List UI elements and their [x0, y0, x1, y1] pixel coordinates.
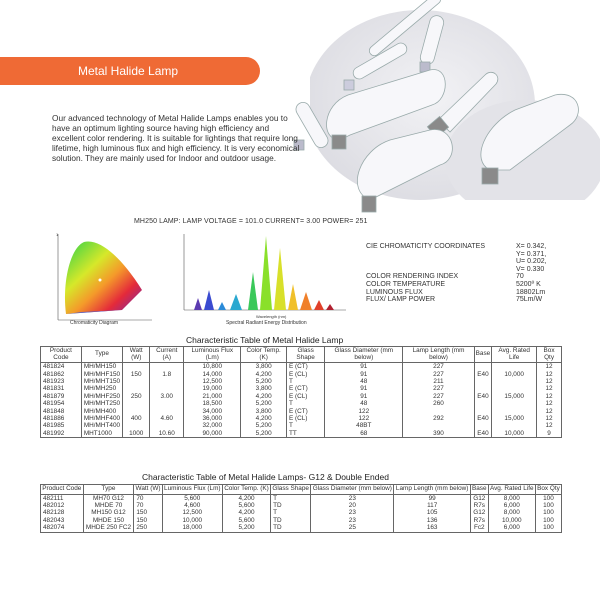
glass-diameter-cell: 20: [311, 502, 394, 509]
table2-header-cell: Watt (W): [134, 485, 162, 495]
product-code-cell: 481992: [41, 430, 82, 438]
rated-life-cell: 10,000: [492, 430, 537, 438]
watt-cell: 150: [134, 509, 162, 516]
base-cell: E40: [474, 385, 492, 407]
rated-life-cell: 15,000: [492, 408, 537, 430]
base-cell: G12: [470, 509, 488, 516]
table-row: [41, 385, 562, 392]
product-code-cell: 482043: [41, 517, 84, 524]
table-row: [41, 517, 562, 524]
flux-cell: 5,600: [162, 494, 222, 502]
color-temp-cell: 5,200: [241, 430, 287, 438]
lamp-properties: [366, 243, 598, 304]
glass-shape-cell: E (CT): [286, 363, 324, 371]
spd-peaks: [194, 236, 334, 310]
g12-double-ended-table: [40, 484, 562, 533]
table-row: [41, 524, 562, 532]
property-row: [366, 281, 598, 289]
box-qty-cell: 100: [535, 494, 561, 502]
color-temp-cell: 5,200: [241, 400, 287, 407]
glass-shape-cell: TD: [271, 517, 311, 524]
table2-header-cell: Product Code: [41, 485, 84, 495]
color-temp-cell: 5,200: [241, 422, 287, 429]
table-row: [41, 408, 562, 415]
color-temp-cell: 3,800: [241, 363, 287, 371]
g12-lamp-top: [419, 14, 445, 72]
table1-header-cell: Current (A): [150, 347, 184, 363]
type-cell: MH/MHF400: [81, 415, 122, 422]
product-code-cell: 481824: [41, 363, 82, 371]
glass-shape-cell: TD: [271, 502, 311, 509]
property-value: V= 0.330: [516, 265, 545, 273]
table1-header-cell: Product Code: [41, 347, 82, 363]
box-qty-cell: 12: [537, 385, 562, 392]
rated-life-cell: 8,000: [488, 509, 535, 516]
property-value: 18802Lm: [516, 288, 546, 296]
current-cell: 4.60: [150, 408, 184, 430]
flux-cell: 4,600: [162, 502, 222, 509]
rated-life-cell: 8,000: [488, 494, 535, 502]
lamp-length-cell: 292: [403, 408, 474, 430]
product-code-cell: 482074: [41, 524, 84, 532]
lamp-illustrations: [280, 0, 600, 215]
glass-shape-cell: T: [286, 422, 324, 429]
lamp-length-cell: 260: [403, 400, 474, 407]
table-row: [41, 430, 562, 438]
flux-cell: 34,000: [184, 408, 241, 415]
color-temp-cell: 4,200: [222, 509, 270, 516]
box-qty-cell: 100: [535, 517, 561, 524]
table1-header-cell: Color Temp. (K): [241, 347, 287, 363]
color-temp-cell: 4,200: [241, 415, 287, 422]
table-row: [41, 502, 562, 509]
glass-diameter-cell: 91: [325, 385, 403, 392]
lamp-length-cell: 227: [403, 371, 474, 378]
product-code-cell: 482128: [41, 509, 84, 516]
color-temp-cell: 5,600: [222, 502, 270, 509]
spectral-energy-chart: [164, 228, 350, 328]
box-qty-cell: 100: [535, 502, 561, 509]
glass-shape-cell: E (CL): [286, 415, 324, 422]
table1-header-cell: Watt (W): [123, 347, 150, 363]
property-value: U= 0.202,: [516, 258, 547, 266]
table2-header-cell: Glass Shape: [271, 485, 311, 495]
property-label: [366, 258, 516, 266]
glass-shape-cell: E (CT): [286, 385, 324, 392]
glass-shape-cell: T: [286, 378, 324, 385]
product-code-cell: 481831: [41, 385, 82, 392]
table1-title: Characteristic Table of Metal Halide Lamp: [186, 335, 344, 345]
flux-cell: 14,000: [184, 371, 241, 378]
flux-cell: 32,000: [184, 422, 241, 429]
table1-header-cell: Avg. Rated Life: [492, 347, 537, 363]
watt-cell: 150: [123, 363, 150, 386]
watt-cell: 250: [134, 524, 162, 532]
glass-diameter-cell: 48: [325, 400, 403, 407]
color-temp-cell: 5,200: [222, 524, 270, 532]
lamp-length-cell: 117: [394, 502, 470, 509]
product-code-cell: 482012: [41, 502, 84, 509]
lamp-length-cell: 390: [403, 430, 474, 438]
box-qty-cell: 12: [537, 393, 562, 400]
glass-shape-cell: T: [271, 509, 311, 516]
property-value: Y= 0.371,: [516, 250, 547, 258]
box-qty-cell: 100: [535, 509, 561, 516]
box-qty-cell: 12: [537, 422, 562, 429]
box-qty-cell: 12: [537, 371, 562, 378]
lamp-length-cell: 227: [403, 385, 474, 392]
table-row: [41, 494, 562, 502]
color-temp-cell: 4,200: [241, 371, 287, 378]
type-cell: MHDE 250 FC2: [83, 524, 134, 532]
current-cell: 3.00: [150, 385, 184, 407]
box-qty-cell: 12: [537, 400, 562, 407]
rated-life-cell: 6,000: [488, 524, 535, 532]
flux-cell: 36,000: [184, 415, 241, 422]
table-row: [41, 363, 562, 371]
glass-shape-cell: T: [271, 494, 311, 502]
base-cell: R7s: [470, 502, 488, 509]
box-qty-cell: 12: [537, 408, 562, 415]
watt-cell: 70: [134, 494, 162, 502]
glass-shape-cell: E (CL): [286, 393, 324, 400]
type-cell: MH/MHT400: [81, 422, 122, 429]
watt-cell: 400: [123, 408, 150, 430]
table2-header-cell: Box Qty: [535, 485, 561, 495]
glass-shape-cell: TT: [286, 430, 324, 438]
property-label: COLOR RENDERING INDEX: [366, 273, 459, 281]
table1-header-cell: Base: [474, 347, 492, 363]
rated-life-cell: 10,000: [492, 363, 537, 386]
type-cell: MH150 G12: [83, 509, 134, 516]
glass-diameter-cell: 91: [325, 371, 403, 378]
lamp-length-cell: 136: [394, 517, 470, 524]
base-cell: E40: [474, 408, 492, 430]
glass-diameter-cell: 122: [325, 415, 403, 422]
glass-diameter-cell: 48BT: [325, 422, 403, 429]
table2-header-cell: Glass Diameter (mm below): [311, 485, 394, 495]
flux-cell: 21,000: [184, 393, 241, 400]
property-label: [366, 251, 516, 259]
table2-header-cell: Type: [83, 485, 134, 495]
property-row: [366, 273, 598, 281]
glass-diameter-cell: 25: [311, 524, 394, 532]
watt-cell: 1000: [123, 430, 150, 438]
flux-cell: 12,500: [162, 509, 222, 516]
flux-cell: 18,000: [162, 524, 222, 532]
type-cell: MHDE 150: [83, 517, 134, 524]
type-cell: MHDE 70: [83, 502, 134, 509]
spd-xlabel: Wavelength (nm): [256, 314, 287, 319]
table2-header-cell: Luminous Flux (Lm): [162, 485, 222, 495]
table1-header-cell: Glass Shape: [286, 347, 324, 363]
property-label: CIE CHROMATICITY COORDINATES: [366, 243, 486, 250]
intro-paragraph: Our advanced technology of Metal Halide Lamps enables you to have an optimum lighting source having high efficiency and excellent color rendering. It is suitable for lightings that require long lifetime, high luminous flux and high efficiency. It is very economical solution. They are mainly used for Indoor and outdoor usage.: [52, 113, 300, 164]
product-code-cell: 481985: [41, 422, 82, 429]
flux-cell: 12,500: [184, 378, 241, 385]
color-temp-cell: 4,200: [222, 494, 270, 502]
flux-cell: 18,500: [184, 400, 241, 407]
spd-caption: Spectral Radiant Energy Distribution: [226, 320, 307, 326]
property-row: [366, 251, 598, 259]
table2-header-cell: Color Temp. (K): [222, 485, 270, 495]
glass-diameter-cell: 91: [325, 363, 403, 371]
product-code-cell: 481848: [41, 408, 82, 415]
color-temp-cell: 3,800: [241, 408, 287, 415]
lamp-length-cell: 105: [394, 509, 470, 516]
base-cell: E40: [474, 363, 492, 386]
lamp-length-cell: 163: [394, 524, 470, 532]
type-cell: MH/MH400: [81, 408, 122, 415]
property-row: [366, 243, 598, 251]
cie-caption: Chromaticity Diagram: [70, 320, 119, 326]
cie-chromaticity-diagram: [52, 228, 164, 328]
lamp-length-cell: 99: [394, 494, 470, 502]
rated-life-cell: 6,000: [488, 502, 535, 509]
property-value: 75Lm/W: [516, 296, 543, 304]
table1-header-cell: Lamp Length (mm below): [403, 347, 474, 363]
table1-header-cell: Luminous Flux (Lm): [184, 347, 241, 363]
color-temp-cell: 4,200: [241, 393, 287, 400]
glass-diameter-cell: 23: [311, 517, 394, 524]
property-label: COLOR TEMPERATURE: [366, 280, 446, 288]
product-code-cell: 481954: [41, 400, 82, 407]
lamp-length-cell: 211: [403, 378, 474, 385]
property-value: 70: [516, 273, 524, 281]
base-cell: G12: [470, 494, 488, 502]
svg-text:1: 1: [56, 232, 59, 237]
flux-cell: 10,800: [184, 363, 241, 371]
table1-header-cell: Glass Diameter (mm below): [325, 347, 403, 363]
type-cell: MH70 G12: [83, 494, 134, 502]
product-code-cell: 481879: [41, 393, 82, 400]
property-label: [366, 266, 516, 274]
table-row: [41, 509, 562, 516]
lamp-length-cell: 227: [403, 363, 474, 371]
property-value: 5200º K: [516, 280, 541, 288]
type-cell: MHT1000: [81, 430, 122, 438]
table2-header-cell: Base: [470, 485, 488, 495]
property-row: [366, 296, 598, 304]
current-cell: 1.8: [150, 363, 184, 386]
table1-header-cell: Type: [81, 347, 122, 363]
type-cell: MH/MHT150: [81, 378, 122, 385]
watt-cell: 150: [134, 517, 162, 524]
glass-shape-cell: E (CL): [286, 371, 324, 378]
color-temp-cell: 5,200: [241, 378, 287, 385]
box-qty-cell: 9: [537, 430, 562, 438]
type-cell: MH/MH250: [81, 385, 122, 392]
current-cell: 10.60: [150, 430, 184, 438]
flux-cell: 19,000: [184, 385, 241, 392]
property-row: [366, 289, 598, 297]
glass-diameter-cell: 91: [325, 393, 403, 400]
glass-shape-cell: E (CT): [286, 408, 324, 415]
property-label: FLUX/ LAMP POWER: [366, 296, 436, 304]
glass-diameter-cell: 68: [325, 430, 403, 438]
page-title-banner: [0, 57, 260, 85]
metal-halide-table: [40, 346, 562, 438]
spec-header: MH250 LAMP: LAMP VOLTAGE = 101.0 CURRENT= 3.00 POWER= 251: [134, 218, 368, 225]
type-cell: MH/MHF150: [81, 371, 122, 378]
product-code-cell: 482111: [41, 494, 84, 502]
product-code-cell: 481923: [41, 378, 82, 385]
glass-diameter-cell: 23: [311, 494, 394, 502]
glass-shape-cell: TD: [271, 524, 311, 532]
property-value: X= 0.342,: [516, 243, 547, 250]
ovoid-lamp-far-right: [481, 94, 579, 184]
property-row: [366, 258, 598, 266]
base-cell: R7s: [470, 517, 488, 524]
glass-diameter-cell: 48: [325, 378, 403, 385]
glass-diameter-cell: 23: [311, 509, 394, 516]
rated-life-cell: 15,000: [492, 385, 537, 407]
color-temp-cell: 5,600: [222, 517, 270, 524]
glass-shape-cell: T: [286, 400, 324, 407]
box-qty-cell: 12: [537, 415, 562, 422]
box-qty-cell: 12: [537, 378, 562, 385]
box-qty-cell: 12: [537, 363, 562, 371]
page-title: Metal Halide Lamp: [78, 64, 179, 78]
box-qty-cell: 100: [535, 524, 561, 532]
table2-title: Characteristic Table of Metal Halide Lamps- G12 & Double Ended: [142, 472, 389, 482]
property-label: LUMINOUS FLUX: [366, 288, 423, 296]
rated-life-cell: 10,000: [488, 517, 535, 524]
type-cell: MH/MHF250: [81, 393, 122, 400]
lamp-length-cell: 227: [403, 393, 474, 400]
base-cell: E40: [474, 430, 492, 438]
flux-cell: 90,000: [184, 430, 241, 438]
ovoid-lamp-bottom: [357, 130, 452, 212]
table1-header-cell: Box Qty: [537, 347, 562, 363]
table2-header-cell: Avg. Rated Life: [488, 485, 535, 495]
watt-cell: 70: [134, 502, 162, 509]
product-code-cell: 481862: [41, 371, 82, 378]
property-row: [366, 266, 598, 274]
flux-cell: 10,000: [162, 517, 222, 524]
type-cell: MH/MH150: [81, 363, 122, 371]
type-cell: MH/MHT250: [81, 400, 122, 407]
glass-diameter-cell: 122: [325, 408, 403, 415]
table2-header-cell: Lamp Length (mm below): [394, 485, 470, 495]
base-cell: Fc2: [470, 524, 488, 532]
watt-cell: 250: [123, 385, 150, 407]
color-temp-cell: 3,800: [241, 385, 287, 392]
product-code-cell: 481886: [41, 415, 82, 422]
